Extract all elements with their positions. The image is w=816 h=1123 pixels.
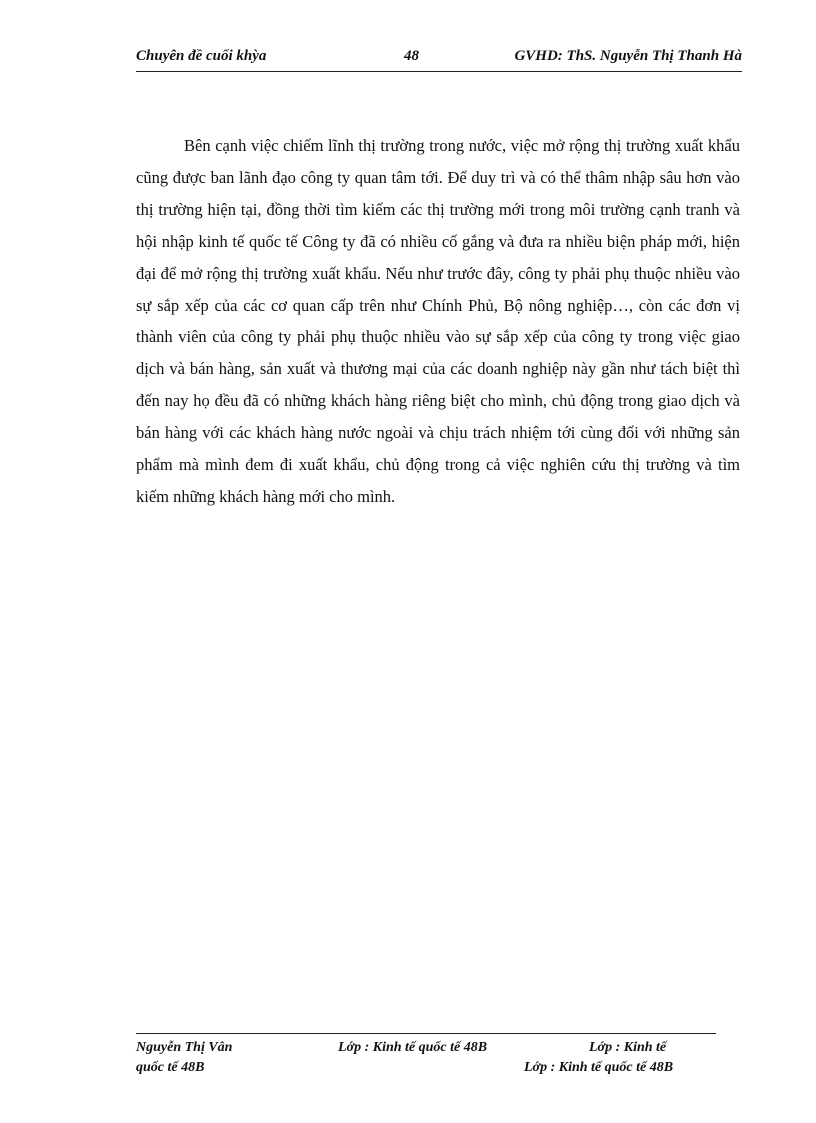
page-number: 48 [404, 48, 419, 64]
header-advisor: GVHD: ThS. Nguyễn Thị Thanh Hà [514, 48, 742, 64]
body-paragraph: Bên cạnh việc chiếm lĩnh thị trường trong nước, việc mở rộng thị trường xuất khẩu cũng được ban lãnh đạo công ty quan tâm tới. Để duy trì và có thể thâm nhập sâu hơn vào thị trường hiện tại, đồng thời tìm kiếm các thị trường mới trong môi trường cạnh tranh và hội nhập kinh tế quốc tế Công ty đã có nhiều cố gắng và đưa ra nhiều biện pháp mới, hiện đại để mở rộng thị trường xuất khẩu. Nếu như trước đây, công ty phải phụ thuộc nhiều vào sự sắp xếp của các cơ quan cấp trên như Chính Phủ, Bộ nông nghiệp…, còn các đơn vị thành viên của công ty phải phụ thuộc nhiều vào sự sắp xếp của công ty trong việc giao dịch và bán hàng, sản xuất và thương mại của các doanh nghiệp này gần như tách biệt thì đến nay họ đều đã có những khách hàng riêng biệt cho mình, chủ động trong giao dịch và bán hàng với các khách hàng nước ngoài và chịu trách nhiệm tới cùng đối với những sản phẩm mà mình đem đi xuất khẩu, chủ động trong cả việc nghiên cứu thị trường và tìm kiếm những khách hàng mới cho mình. [136, 136, 740, 506]
header-divider [136, 71, 742, 72]
header-title: Chuyên đề cuối khỳa [136, 48, 267, 64]
footer-class-continuation: quốc tế 48B [136, 1060, 205, 1075]
page-header [136, 48, 742, 70]
footer-class-label-secondary: Lớp : Kinh tế [589, 1040, 667, 1055]
footer-author-name: Nguyễn Thị Vân [136, 1040, 233, 1055]
footer-class-label: Lớp : Kinh tế quốc tế 48B [338, 1040, 488, 1055]
footer-class-label-repeat: Lớp : Kinh tế quốc tế 48B [524, 1060, 674, 1075]
footer-divider [136, 1033, 716, 1034]
page-footer [136, 1040, 716, 1080]
